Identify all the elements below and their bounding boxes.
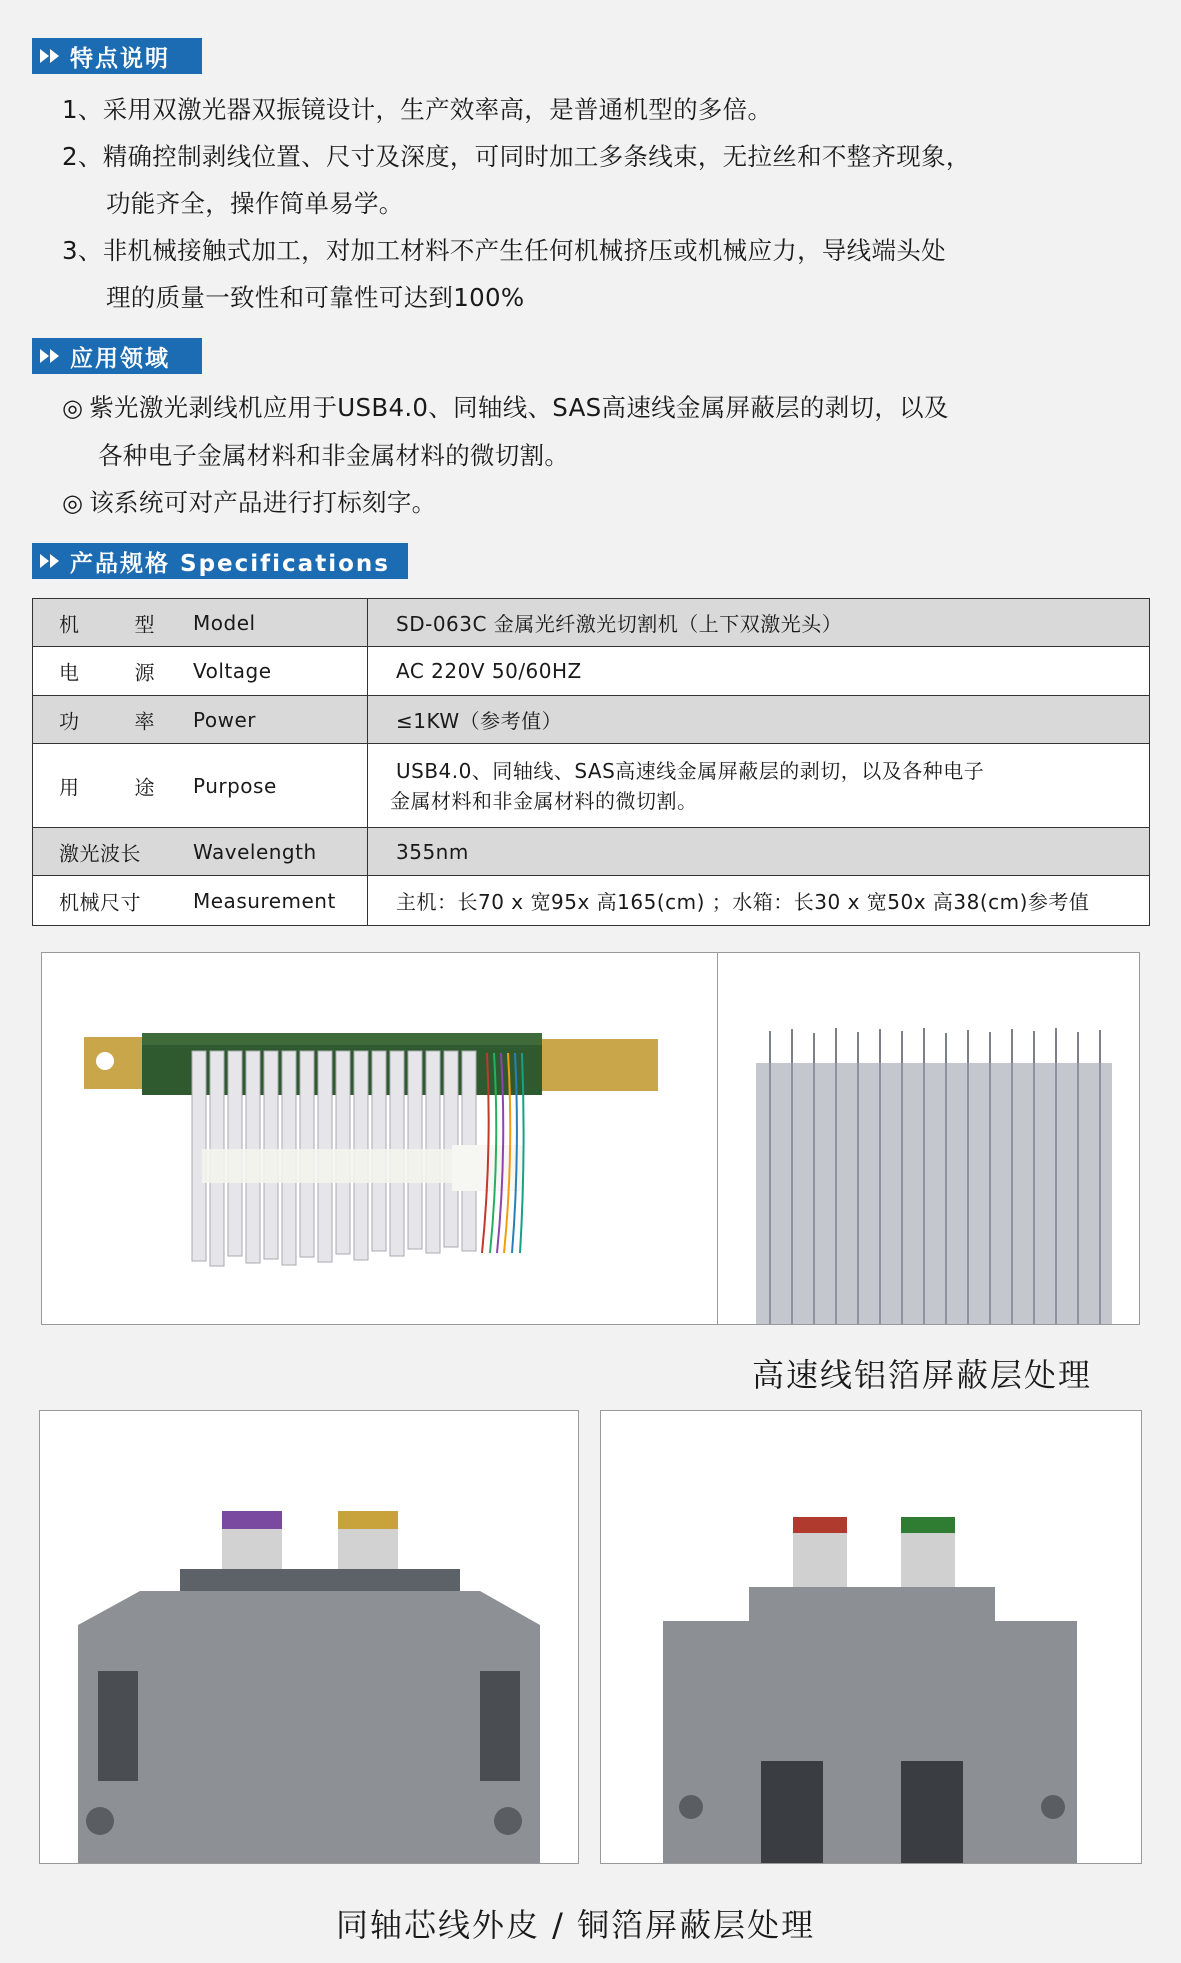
foil-closeup-photo	[717, 952, 1140, 1325]
foil-closeup-image	[718, 953, 1140, 1325]
section-header-specifications	[32, 543, 408, 579]
section-header-applications	[32, 338, 202, 374]
list-item: ◎ 该系统可对产品进行打标刻字。	[62, 488, 437, 517]
double-chevron-icon	[40, 554, 60, 568]
double-chevron-icon	[40, 349, 60, 363]
list-item: 3、非机械接触式加工，对加工材料不产生任何机械挤压或机械应力，导线端头处 理的质量一致性和可靠性可达到100%	[62, 236, 946, 312]
caption-bottom: 同轴芯线外皮 / 铜箔屏蔽层处理	[336, 1906, 816, 1944]
table-row: 用 途 Purpose USB4.0、同轴线、SAS高速线金属屏蔽层的剥切，以及各种电子 金属材料和非金属材料的微切割。	[33, 744, 1150, 828]
spec-table	[32, 598, 1150, 926]
table-row: 机械尺寸 Measurement 主机：长70 x 宽95x 高165(cm) ；水箱：长30 x 宽50x 高38(cm)参考值	[33, 876, 1150, 926]
connector-photo-left	[39, 1410, 579, 1864]
table-row: 功 率 Power ≤1KW（参考值）	[33, 696, 1150, 744]
table-row: 机 型 Model SD-063C 金属光纤激光切割机（上下双激光头）	[33, 599, 1150, 647]
spec-value: 355nm	[368, 828, 1150, 876]
spec-value: SD-063C 金属光纤激光切割机（上下双激光头）	[368, 599, 1150, 647]
connector-photo-right	[600, 1410, 1142, 1864]
spec-value: USB4.0、同轴线、SAS高速线金属屏蔽层的剥切，以及各种电子 金属材料和非金属材料的微切割。	[368, 744, 1150, 828]
caption-top: 高速线铝箔屏蔽层处理	[752, 1356, 1093, 1394]
section-title: 应用领域	[70, 345, 170, 372]
spec-value: AC 220V 50/60HZ	[368, 647, 1150, 696]
pcb-cable-photo	[41, 952, 718, 1325]
list-item: ◎ 紫光激光剥线机应用于USB4.0、同轴线、SAS高速线金属屏蔽层的剥切，以及 各种电子金属材料和非金属材料的微切割。	[62, 393, 949, 470]
spec-value: 主机：长70 x 宽95x 高165(cm) ；水箱：长30 x 宽50x 高38(cm)参考值	[368, 876, 1150, 926]
list-item: 2、精确控制剥线位置、尺寸及深度，可同时加工多条线束，无拉丝和不整齐现象， 功能齐全，操作简单易学。	[62, 142, 971, 218]
table-row: 激光波长 Wavelength 355nm	[33, 828, 1150, 876]
connector-left-image	[40, 1411, 579, 1864]
bullet-icon: ◎	[62, 489, 84, 517]
section-title: 特点说明	[70, 45, 170, 72]
applications-list	[62, 384, 1151, 527]
list-item: 1、采用双激光器双振镜设计，生产效率高，是普通机型的多倍。	[62, 95, 773, 124]
features-list	[62, 86, 1151, 321]
spec-value: ≤1KW（参考值）	[368, 696, 1150, 744]
pcb-cable-image	[42, 953, 718, 1325]
section-header-features	[32, 38, 202, 74]
bullet-icon: ◎	[62, 394, 84, 422]
connector-right-image	[601, 1411, 1142, 1864]
section-title: 产品规格 Specifications	[70, 550, 390, 577]
double-chevron-icon	[40, 49, 60, 63]
table-row: 电 源 Voltage AC 220V 50/60HZ	[33, 647, 1150, 696]
